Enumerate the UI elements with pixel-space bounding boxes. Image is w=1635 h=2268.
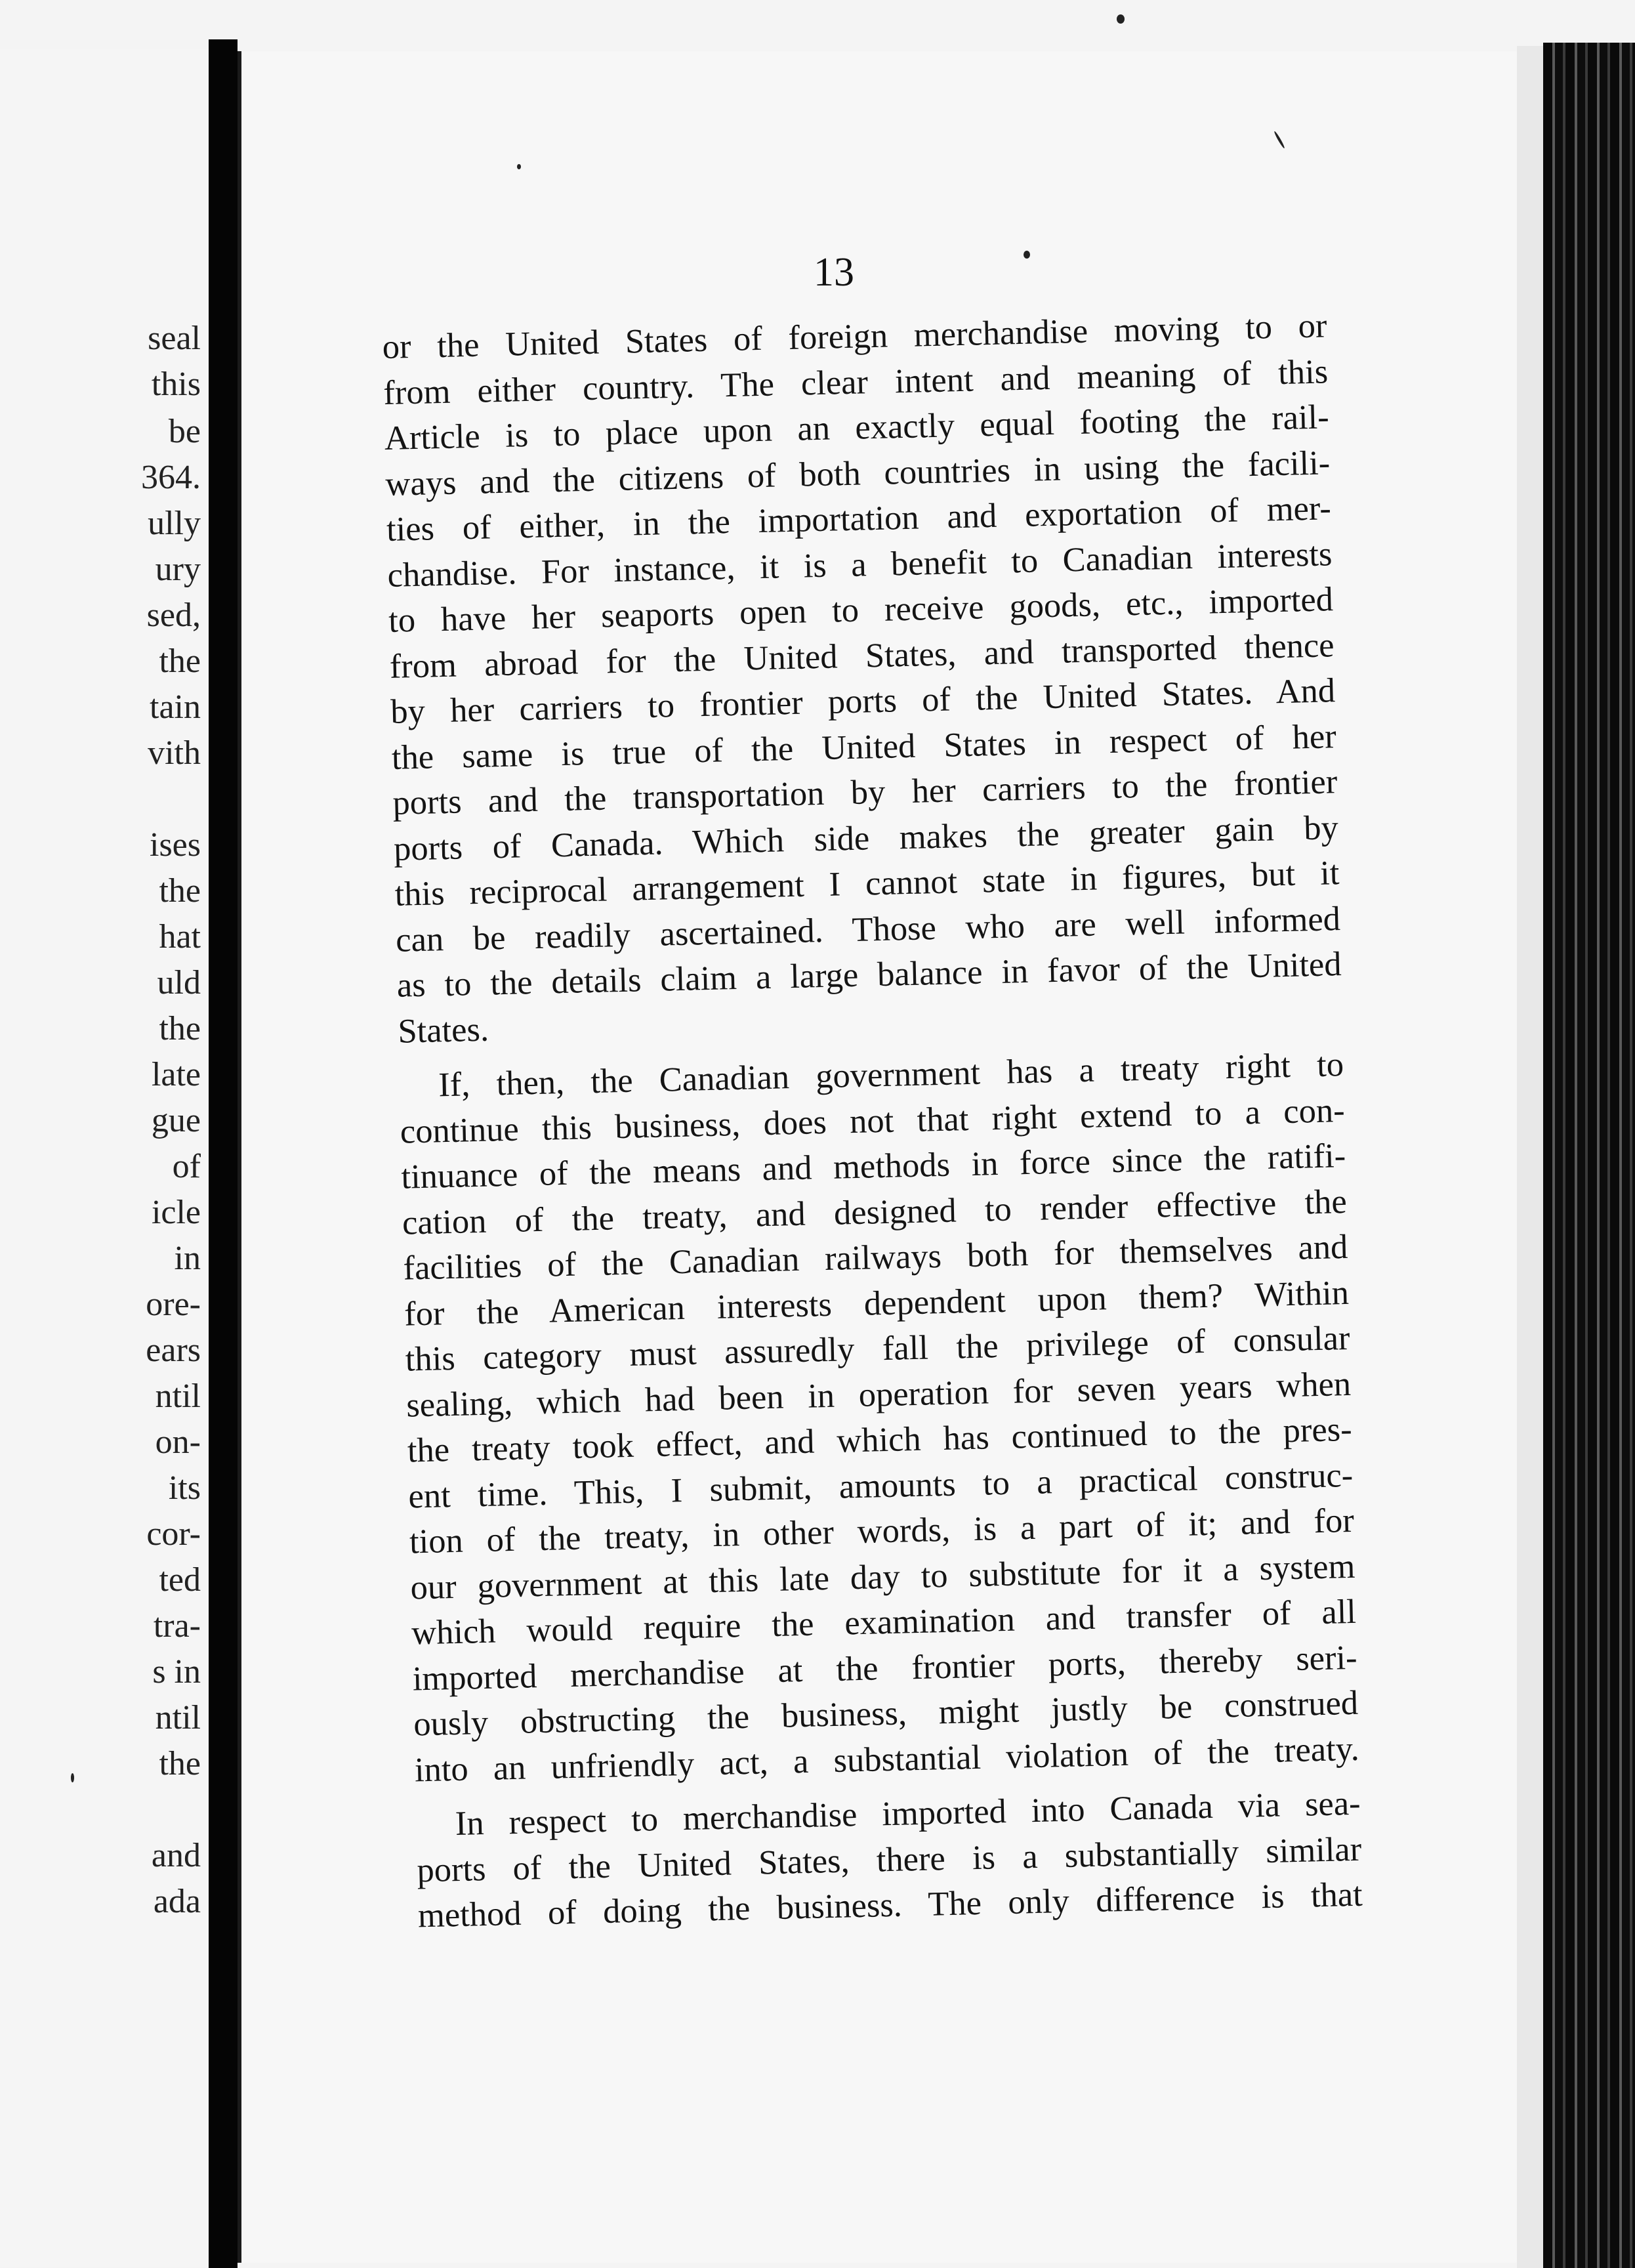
text-line: from either country. The clear intent and meaning of this bbox=[383, 352, 1329, 412]
text-line: into an unfriendly act, a substantial violation of the treaty. bbox=[414, 1729, 1360, 1789]
left-page-line: vith bbox=[148, 734, 201, 772]
left-page-line: on- bbox=[155, 1423, 201, 1461]
scan-speck bbox=[1117, 14, 1125, 24]
text-line: imported merchandise at the frontier ports, thereby seri- bbox=[412, 1638, 1358, 1698]
left-page-line: icle bbox=[151, 1194, 201, 1231]
left-page-line: 364. bbox=[141, 459, 201, 496]
left-page-line: seal bbox=[148, 320, 201, 357]
left-page-line: ore- bbox=[146, 1286, 201, 1323]
text-line: ously obstructing the business, might justly be construed bbox=[413, 1683, 1359, 1744]
text-line: for the American interests dependent upon them? Within bbox=[404, 1273, 1350, 1334]
left-page-line: tra- bbox=[153, 1607, 201, 1645]
text-line: continue this business, does not that right extend to a con- bbox=[400, 1091, 1346, 1151]
text-line: Article is to place upon an exactly equal footing the rail- bbox=[384, 398, 1330, 457]
text-line: tinuance of the means and methods in force since the ratifi- bbox=[400, 1137, 1346, 1196]
left-page-line: the bbox=[159, 872, 201, 910]
text-line: can be readily ascertained. Those who are well informed bbox=[395, 899, 1341, 959]
text-line: ent time. This, I submit, amounts to a practical construc- bbox=[407, 1456, 1354, 1516]
left-page-line: the bbox=[159, 642, 201, 680]
text-line: or the United States of foreign merchandise moving to or bbox=[382, 306, 1328, 366]
left-page-line: sed, bbox=[146, 597, 201, 634]
gutter-shadow bbox=[209, 39, 238, 2268]
left-page-line: ears bbox=[146, 1332, 201, 1369]
left-page-line: ully bbox=[148, 505, 201, 542]
left-facing-page bbox=[0, 49, 209, 2267]
text-line: our government at this late day to substitute for it a system bbox=[410, 1547, 1356, 1606]
left-page-line: tain bbox=[150, 688, 201, 726]
text-line: this reciprocal arrangement I cannot state in figures, but it bbox=[394, 854, 1340, 914]
left-page-line: uld bbox=[157, 964, 201, 1001]
left-page-line: of bbox=[172, 1148, 201, 1185]
text-line: ports and the transportation by her carriers to the frontier bbox=[392, 763, 1338, 822]
text-line: sealing, which had been in operation for seven years when bbox=[405, 1364, 1352, 1425]
text-line: this category must assuredly fall the privilege of consular bbox=[405, 1318, 1351, 1379]
text-line: tion of the treaty, in other words, is a part of it; and for bbox=[409, 1501, 1355, 1561]
left-page-line: the bbox=[159, 1745, 201, 1782]
left-page-line: s in bbox=[152, 1653, 201, 1690]
body-text bbox=[382, 303, 1363, 1939]
text-line: ports of Canada. Which side makes the greater gain by bbox=[393, 808, 1339, 868]
left-page-line: ted bbox=[159, 1561, 201, 1599]
text-line: If, then, the Canadian government has a treaty right to bbox=[438, 1045, 1344, 1104]
page-number: 13 bbox=[814, 250, 854, 295]
left-page-line: ury bbox=[155, 551, 201, 588]
text-line: ties of either, in the importation and exportation of mer- bbox=[386, 489, 1332, 549]
text-line: which would require the examination and transfer of all bbox=[411, 1592, 1357, 1652]
text-line: method of doing the business. The only difference is that bbox=[417, 1875, 1363, 1935]
left-page-line: ada bbox=[153, 1883, 201, 1920]
text-line: from abroad for the United States, and transported thence bbox=[389, 625, 1335, 686]
text-line: In respect to merchandise imported into Canada via sea- bbox=[455, 1784, 1361, 1843]
text-line: the treaty took effect, and which has continued to the pres- bbox=[407, 1410, 1353, 1470]
left-page-line: ntil bbox=[155, 1699, 201, 1736]
left-page-line: the bbox=[159, 1010, 201, 1047]
left-page-line: late bbox=[151, 1056, 201, 1093]
page-stack-edge bbox=[1543, 43, 1635, 2268]
scan-speck bbox=[1024, 251, 1030, 259]
text-line: ways and the citizens of both countries in using the facili- bbox=[384, 443, 1331, 503]
left-page-line: hat bbox=[159, 918, 201, 956]
text-line: ports of the United States, there is a substantially similar bbox=[416, 1830, 1362, 1889]
left-page-line: this bbox=[151, 366, 201, 403]
left-page-line: gue bbox=[151, 1102, 201, 1139]
left-page-line: cor- bbox=[146, 1515, 201, 1553]
text-line: the same is true of the United States in respect of her bbox=[391, 717, 1337, 777]
left-page-line: in bbox=[174, 1240, 201, 1277]
scan-speck bbox=[517, 164, 521, 169]
text-line: by her carriers to frontier ports of the United States. And bbox=[390, 671, 1336, 731]
scan-speck bbox=[71, 1773, 74, 1782]
left-page-line: its bbox=[168, 1469, 201, 1507]
text-line: chandise. For instance, it is a benefit to Canadian interests bbox=[386, 534, 1333, 595]
page-edge bbox=[1517, 46, 1543, 2268]
left-page-line: and bbox=[151, 1837, 201, 1874]
left-page-line: ises bbox=[150, 826, 201, 864]
left-page-line: be bbox=[168, 413, 201, 450]
text-line: to have her seaports open to receive goods, etc., imported bbox=[388, 580, 1334, 640]
left-page-line: ntil bbox=[155, 1377, 201, 1415]
text-line: as to the details claim a large balance in favor of the United bbox=[396, 945, 1342, 1005]
text-line: cation of the treaty, and designed to render effective the bbox=[402, 1182, 1348, 1242]
text-line: facilities of the Canadian railways both for themselves and bbox=[402, 1227, 1348, 1288]
text-line: States. bbox=[397, 1010, 489, 1051]
